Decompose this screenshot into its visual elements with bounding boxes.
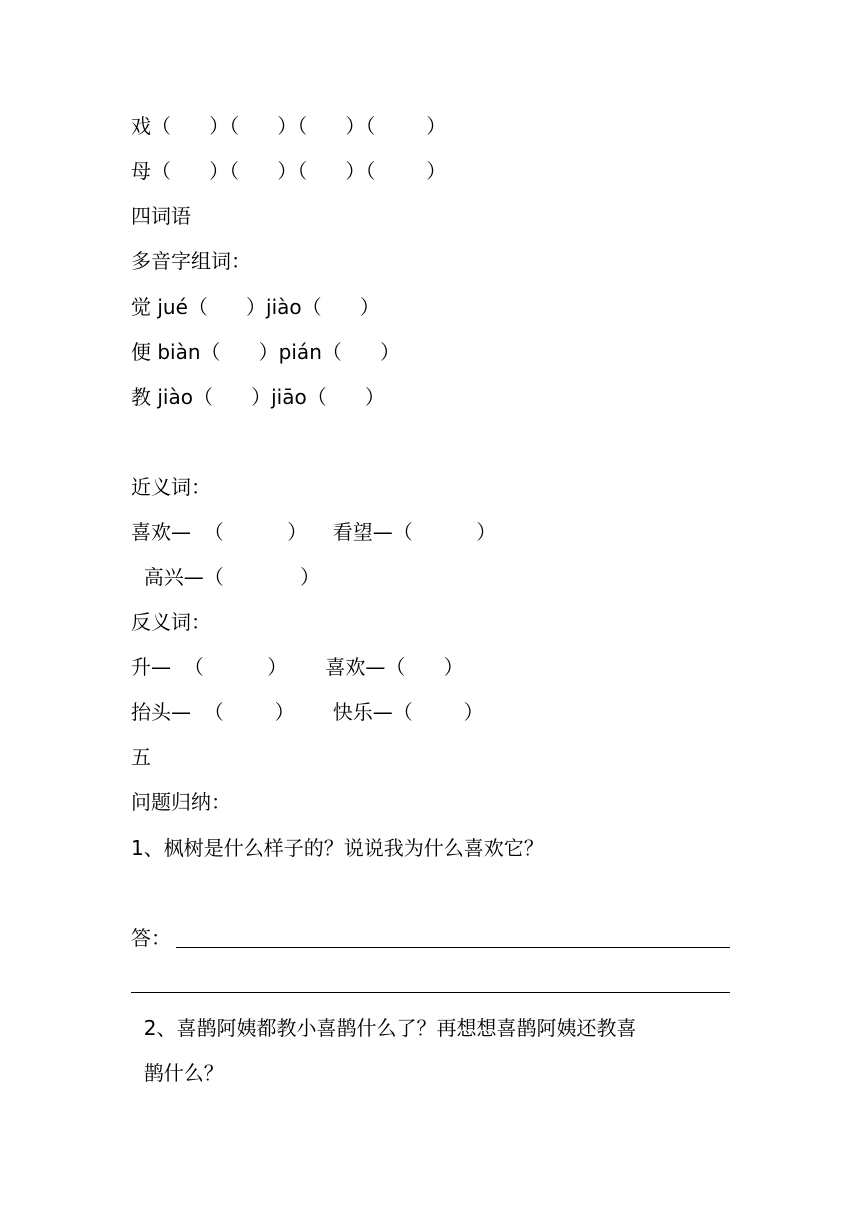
word-group-xi: 戏（ ）（ ）（ ）（ ） (131, 114, 447, 138)
synonyms-row-1: 喜欢— （ ） 看望—（ ） (131, 520, 497, 544)
summary-heading: 问题归纳： (131, 790, 231, 814)
section-four-heading: 四词语 (131, 204, 191, 228)
answer-label: 答： (131, 926, 171, 950)
section-five-heading: 五 (131, 745, 151, 769)
antonyms-row-2: 抬头— （ ） 快乐—（ ） (131, 700, 484, 724)
polyphonic-heading: 多音字组词： (131, 249, 251, 273)
word-group-mu: 母（ ）（ ）（ ）（ ） (131, 159, 447, 183)
question-1: 1、枫树是什么样子的？说说我为什么喜欢它？ (131, 836, 544, 860)
synonyms-heading: 近义词： (131, 475, 211, 499)
polyphonic-jiao: 教 jiào（ ）jiāo（ ） (131, 385, 385, 409)
polyphonic-jue: 觉 jué（ ）jiào（ ） (131, 295, 380, 319)
question-2-line-1: 2、喜鹊阿姨都教小喜鹊什么了？再想想喜鹊阿姨还教喜 (131, 1016, 637, 1040)
polyphonic-bian: 便 biàn（ ）pián（ ） (131, 340, 401, 364)
synonyms-row-2: 高兴—（ ） (131, 565, 321, 589)
answer-line-1[interactable] (176, 947, 730, 948)
question-2-line-2: 鹊什么？ (131, 1061, 224, 1085)
antonyms-heading: 反义词： (131, 610, 211, 634)
answer-line-2[interactable] (131, 992, 730, 993)
antonyms-row-1: 升— （ ） 喜欢—（ ） (131, 655, 464, 679)
